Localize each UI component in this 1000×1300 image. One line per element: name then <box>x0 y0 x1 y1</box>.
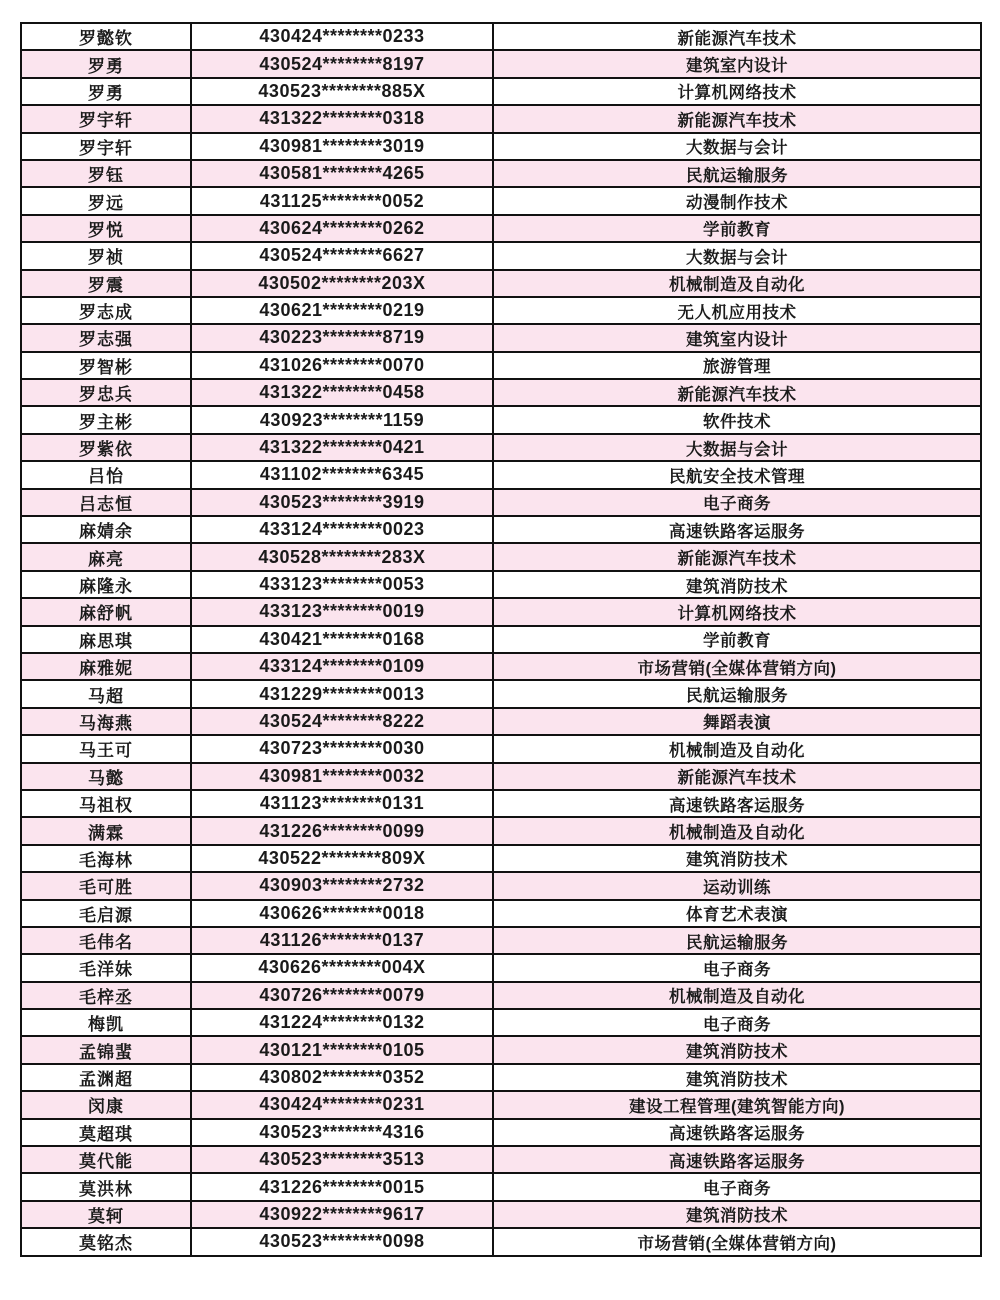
table-row <box>21 516 981 543</box>
student-name-cell: 莫铭杰 <box>21 1228 191 1255</box>
table-row <box>21 270 981 297</box>
table-row <box>21 23 981 50</box>
major-cell: 建筑室内设计 <box>493 324 981 351</box>
major-cell: 电子商务 <box>493 954 981 981</box>
table-row <box>21 1036 981 1063</box>
major-cell: 计算机网络技术 <box>493 598 981 625</box>
table-row <box>21 598 981 625</box>
table-row <box>21 133 981 160</box>
student-name-cell: 马王可 <box>21 735 191 762</box>
major-cell: 机械制造及自动化 <box>493 817 981 844</box>
major-cell: 新能源汽车技术 <box>493 105 981 132</box>
major-cell: 电子商务 <box>493 1173 981 1200</box>
student-name-cell: 罗钰 <box>21 160 191 187</box>
table-row <box>21 680 981 707</box>
table-row <box>21 763 981 790</box>
student-name-cell: 满霖 <box>21 817 191 844</box>
major-cell: 机械制造及自动化 <box>493 735 981 762</box>
id-number-cell: 430524********8197 <box>191 50 493 77</box>
id-number-cell: 430981********3019 <box>191 133 493 160</box>
major-cell: 建设工程管理(建筑智能方向) <box>493 1091 981 1118</box>
table-row <box>21 1009 981 1036</box>
student-name-cell: 罗懿钦 <box>21 23 191 50</box>
major-cell: 动漫制作技术 <box>493 187 981 214</box>
table-row <box>21 1064 981 1091</box>
id-number-cell: 433124********0109 <box>191 653 493 680</box>
table-row <box>21 708 981 735</box>
student-name-cell: 麻舒帆 <box>21 598 191 625</box>
table-row <box>21 105 981 132</box>
student-name-cell: 孟渊超 <box>21 1064 191 1091</box>
table-row <box>21 982 981 1009</box>
table-row <box>21 872 981 899</box>
table-row <box>21 900 981 927</box>
student-name-cell: 吕志恒 <box>21 489 191 516</box>
student-name-cell: 马祖权 <box>21 790 191 817</box>
major-cell: 学前教育 <box>493 215 981 242</box>
table-row <box>21 324 981 351</box>
major-cell: 市场营销(全媒体营销方向) <box>493 653 981 680</box>
student-name-cell: 毛伟名 <box>21 927 191 954</box>
id-number-cell: 430723********0030 <box>191 735 493 762</box>
student-name-cell: 毛梓丞 <box>21 982 191 1009</box>
major-cell: 大数据与会计 <box>493 434 981 461</box>
id-number-cell: 430621********0219 <box>191 297 493 324</box>
student-name-cell: 马海燕 <box>21 708 191 735</box>
id-number-cell: 430802********0352 <box>191 1064 493 1091</box>
table-row <box>21 1201 981 1228</box>
id-number-cell: 430121********0105 <box>191 1036 493 1063</box>
id-number-cell: 431226********0015 <box>191 1173 493 1200</box>
student-name-cell: 罗宇轩 <box>21 105 191 132</box>
table-row <box>21 379 981 406</box>
id-number-cell: 430581********4265 <box>191 160 493 187</box>
table-row <box>21 78 981 105</box>
id-number-cell: 431123********0131 <box>191 790 493 817</box>
id-number-cell: 430923********1159 <box>191 406 493 433</box>
table-row <box>21 1228 981 1255</box>
student-name-cell: 闵康 <box>21 1091 191 1118</box>
major-cell: 建筑消防技术 <box>493 845 981 872</box>
student-name-cell: 麻亮 <box>21 543 191 570</box>
admission-roster-table <box>20 22 982 1257</box>
student-name-cell: 莫轲 <box>21 1201 191 1228</box>
student-name-cell: 罗忠兵 <box>21 379 191 406</box>
student-name-cell: 罗志成 <box>21 297 191 324</box>
student-name-cell: 罗震 <box>21 270 191 297</box>
major-cell: 建筑消防技术 <box>493 1201 981 1228</box>
student-name-cell: 毛洋妹 <box>21 954 191 981</box>
major-cell: 机械制造及自动化 <box>493 982 981 1009</box>
roster-body <box>21 23 981 1256</box>
table-row <box>21 954 981 981</box>
major-cell: 电子商务 <box>493 1009 981 1036</box>
table-row <box>21 50 981 77</box>
major-cell: 大数据与会计 <box>493 133 981 160</box>
id-number-cell: 430223********8719 <box>191 324 493 351</box>
major-cell: 市场营销(全媒体营销方向) <box>493 1228 981 1255</box>
student-name-cell: 孟锦蜚 <box>21 1036 191 1063</box>
student-name-cell: 罗智彬 <box>21 352 191 379</box>
id-number-cell: 430523********4316 <box>191 1119 493 1146</box>
id-number-cell: 433124********0023 <box>191 516 493 543</box>
major-cell: 旅游管理 <box>493 352 981 379</box>
id-number-cell: 430626********004X <box>191 954 493 981</box>
student-name-cell: 马懿 <box>21 763 191 790</box>
table-row <box>21 817 981 844</box>
major-cell: 舞蹈表演 <box>493 708 981 735</box>
major-cell: 新能源汽车技术 <box>493 543 981 570</box>
id-number-cell: 430528********283X <box>191 543 493 570</box>
table-row <box>21 215 981 242</box>
id-number-cell: 430981********0032 <box>191 763 493 790</box>
student-name-cell: 罗远 <box>21 187 191 214</box>
id-number-cell: 430523********3513 <box>191 1146 493 1173</box>
student-name-cell: 罗祯 <box>21 242 191 269</box>
id-number-cell: 431125********0052 <box>191 187 493 214</box>
id-number-cell: 430922********9617 <box>191 1201 493 1228</box>
id-number-cell: 431226********0099 <box>191 817 493 844</box>
table-row <box>21 1146 981 1173</box>
student-name-cell: 麻隆永 <box>21 571 191 598</box>
table-row <box>21 543 981 570</box>
table-row <box>21 242 981 269</box>
table-row <box>21 489 981 516</box>
student-name-cell: 罗主彬 <box>21 406 191 433</box>
table-row <box>21 187 981 214</box>
major-cell: 建筑消防技术 <box>493 1036 981 1063</box>
id-number-cell: 431102********6345 <box>191 461 493 488</box>
student-name-cell: 麻雅妮 <box>21 653 191 680</box>
major-cell: 学前教育 <box>493 626 981 653</box>
id-number-cell: 430424********0233 <box>191 23 493 50</box>
table-row <box>21 352 981 379</box>
major-cell: 体育艺术表演 <box>493 900 981 927</box>
table-row <box>21 790 981 817</box>
major-cell: 电子商务 <box>493 489 981 516</box>
major-cell: 建筑消防技术 <box>493 1064 981 1091</box>
student-name-cell: 罗勇 <box>21 78 191 105</box>
table-row <box>21 845 981 872</box>
student-name-cell: 毛海林 <box>21 845 191 872</box>
id-number-cell: 431026********0070 <box>191 352 493 379</box>
id-number-cell: 431224********0132 <box>191 1009 493 1036</box>
id-number-cell: 430424********0231 <box>191 1091 493 1118</box>
major-cell: 民航运输服务 <box>493 927 981 954</box>
table-row <box>21 434 981 461</box>
id-number-cell: 430626********0018 <box>191 900 493 927</box>
table-row <box>21 571 981 598</box>
id-number-cell: 430502********203X <box>191 270 493 297</box>
major-cell: 软件技术 <box>493 406 981 433</box>
student-name-cell: 莫洪林 <box>21 1173 191 1200</box>
student-name-cell: 麻婧余 <box>21 516 191 543</box>
student-name-cell: 罗志强 <box>21 324 191 351</box>
table-row <box>21 160 981 187</box>
id-number-cell: 430523********3919 <box>191 489 493 516</box>
id-number-cell: 430903********2732 <box>191 872 493 899</box>
major-cell: 高速铁路客运服务 <box>493 1119 981 1146</box>
id-number-cell: 430523********885X <box>191 78 493 105</box>
student-name-cell: 罗勇 <box>21 50 191 77</box>
major-cell: 新能源汽车技术 <box>493 379 981 406</box>
table-row <box>21 927 981 954</box>
student-name-cell: 毛启源 <box>21 900 191 927</box>
table-row <box>21 653 981 680</box>
major-cell: 大数据与会计 <box>493 242 981 269</box>
major-cell: 机械制造及自动化 <box>493 270 981 297</box>
major-cell: 新能源汽车技术 <box>493 763 981 790</box>
id-number-cell: 430523********0098 <box>191 1228 493 1255</box>
table-row <box>21 1091 981 1118</box>
id-number-cell: 433123********0053 <box>191 571 493 598</box>
major-cell: 建筑消防技术 <box>493 571 981 598</box>
table-row <box>21 1173 981 1200</box>
id-number-cell: 431126********0137 <box>191 927 493 954</box>
student-name-cell: 梅凯 <box>21 1009 191 1036</box>
table-row <box>21 1119 981 1146</box>
student-name-cell: 莫代能 <box>21 1146 191 1173</box>
id-number-cell: 431322********0458 <box>191 379 493 406</box>
id-number-cell: 430421********0168 <box>191 626 493 653</box>
table-row <box>21 735 981 762</box>
major-cell: 高速铁路客运服务 <box>493 1146 981 1173</box>
table-row <box>21 406 981 433</box>
id-number-cell: 433123********0019 <box>191 598 493 625</box>
major-cell: 建筑室内设计 <box>493 50 981 77</box>
major-cell: 民航安全技术管理 <box>493 461 981 488</box>
major-cell: 无人机应用技术 <box>493 297 981 324</box>
table-row <box>21 626 981 653</box>
student-name-cell: 毛可胜 <box>21 872 191 899</box>
student-name-cell: 罗紫依 <box>21 434 191 461</box>
student-name-cell: 莫超琪 <box>21 1119 191 1146</box>
major-cell: 计算机网络技术 <box>493 78 981 105</box>
major-cell: 运动训练 <box>493 872 981 899</box>
student-name-cell: 麻思琪 <box>21 626 191 653</box>
major-cell: 高速铁路客运服务 <box>493 516 981 543</box>
major-cell: 新能源汽车技术 <box>493 23 981 50</box>
id-number-cell: 430726********0079 <box>191 982 493 1009</box>
major-cell: 民航运输服务 <box>493 680 981 707</box>
id-number-cell: 430524********6627 <box>191 242 493 269</box>
id-number-cell: 430624********0262 <box>191 215 493 242</box>
table-row <box>21 297 981 324</box>
table-row <box>21 461 981 488</box>
id-number-cell: 430524********8222 <box>191 708 493 735</box>
student-name-cell: 罗悦 <box>21 215 191 242</box>
student-name-cell: 罗宇轩 <box>21 133 191 160</box>
major-cell: 民航运输服务 <box>493 160 981 187</box>
major-cell: 高速铁路客运服务 <box>493 790 981 817</box>
id-number-cell: 431322********0318 <box>191 105 493 132</box>
id-number-cell: 430522********809X <box>191 845 493 872</box>
student-name-cell: 马超 <box>21 680 191 707</box>
id-number-cell: 431229********0013 <box>191 680 493 707</box>
id-number-cell: 431322********0421 <box>191 434 493 461</box>
student-name-cell: 吕怡 <box>21 461 191 488</box>
